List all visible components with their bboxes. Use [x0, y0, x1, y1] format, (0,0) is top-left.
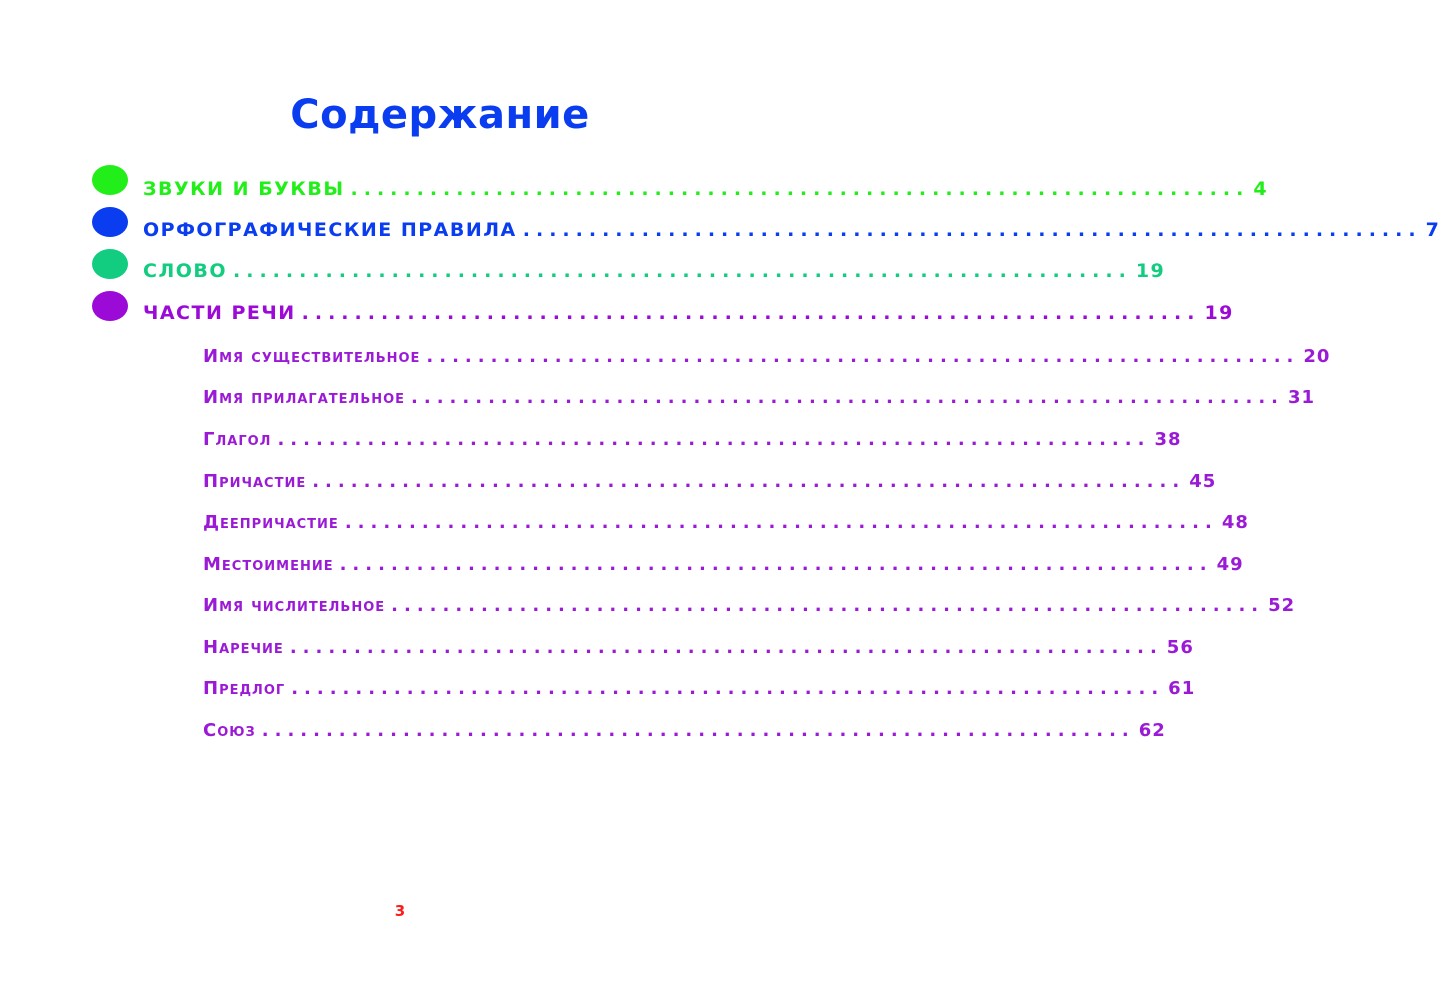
toc-subentry-adjective[interactable]	[203, 378, 1316, 408]
toc-subentry-label: Причастие	[203, 471, 307, 492]
toc-subentry-participle[interactable]	[203, 462, 1217, 492]
toc-subentry-label: Имя числительное	[203, 595, 386, 616]
dot-leader: ....................................................................	[344, 512, 1218, 533]
toc-entry-page: 19	[1204, 302, 1234, 324]
toc-subentry-page: 45	[1189, 471, 1217, 492]
toc-subentry-page: 20	[1303, 346, 1331, 367]
green-circle-icon	[92, 165, 128, 195]
toc-subentry-adverb[interactable]	[203, 628, 1194, 658]
toc-subentry-page: 61	[1168, 678, 1196, 699]
toc-subentry-page: 52	[1268, 595, 1296, 616]
dot-leader: ....................................................................	[339, 554, 1213, 575]
toc-entry-label: СЛОВО	[143, 260, 228, 282]
dot-leader: ....................................................................	[291, 678, 1165, 699]
toc-entry-label: ОРФОГРАФИЧЕСКИЕ ПРАВИЛА	[143, 219, 517, 241]
toc-subentry-page: 56	[1166, 637, 1194, 658]
dot-leader: ....................................................................	[350, 178, 1250, 200]
toc-subentry-label: Местоимение	[203, 554, 334, 575]
toc-subentry-page: 62	[1138, 720, 1166, 741]
page-title: Содержание	[290, 92, 590, 138]
toc-subentry-label: Глагол	[203, 429, 272, 450]
toc-entry-page: 7	[1425, 219, 1440, 241]
dot-leader: ....................................................................	[261, 720, 1135, 741]
toc-subentry-page: 31	[1288, 387, 1316, 408]
toc-subentry-label: Имя прилагательное	[203, 387, 406, 408]
dot-leader: ....................................................................	[233, 260, 1132, 282]
dot-leader: ....................................................................	[391, 595, 1265, 616]
toc-entry-orthography[interactable]	[143, 211, 1440, 241]
toc-entry-page: 19	[1135, 260, 1166, 282]
toc-subentry-preposition[interactable]	[203, 669, 1196, 699]
toc-entry-sounds-and-letters[interactable]	[143, 170, 1269, 200]
toc-subentry-label: Союз	[203, 720, 256, 741]
toc-subentry-label: Наречие	[203, 637, 284, 658]
blue-circle-icon	[92, 207, 128, 237]
toc-subentry-noun[interactable]	[203, 337, 1331, 367]
toc-entry-label: ЗВУКИ И БУКВЫ	[143, 178, 345, 200]
toc-subentry-label: Имя существительное	[203, 346, 421, 367]
toc-subentry-verb[interactable]	[203, 420, 1182, 450]
page-number: 3	[394, 902, 406, 920]
dot-leader: ....................................................................	[426, 346, 1300, 367]
toc-entry-page: 4	[1253, 178, 1269, 200]
toc-subentry-conjunction[interactable]	[203, 711, 1166, 741]
dot-leader: ....................................................................	[411, 387, 1285, 408]
toc-subentry-page: 49	[1216, 554, 1244, 575]
toc-subentry-numeral[interactable]	[203, 586, 1296, 616]
teal-circle-icon	[92, 249, 128, 279]
toc-entry-label: ЧАСТИ РЕЧИ	[143, 302, 296, 324]
toc-subentry-page: 48	[1221, 512, 1249, 533]
dot-leader: ....................................................................	[522, 219, 1422, 241]
toc-subentry-adverbial-participle[interactable]	[203, 503, 1249, 533]
toc-subentry-page: 38	[1154, 429, 1182, 450]
toc-entry-parts-of-speech[interactable]	[143, 294, 1234, 324]
dot-leader: ....................................................................	[289, 637, 1163, 658]
toc-entry-word[interactable]	[143, 252, 1166, 282]
dot-leader: ....................................................................	[312, 471, 1186, 492]
dot-leader: ....................................................................	[277, 429, 1151, 450]
toc-subentry-label: Предлог	[203, 678, 286, 699]
dot-leader: ....................................................................	[301, 302, 1201, 324]
toc-subentry-pronoun[interactable]	[203, 545, 1244, 575]
toc-subentry-label: Деепричастие	[203, 512, 339, 533]
purple-circle-icon	[92, 291, 128, 321]
